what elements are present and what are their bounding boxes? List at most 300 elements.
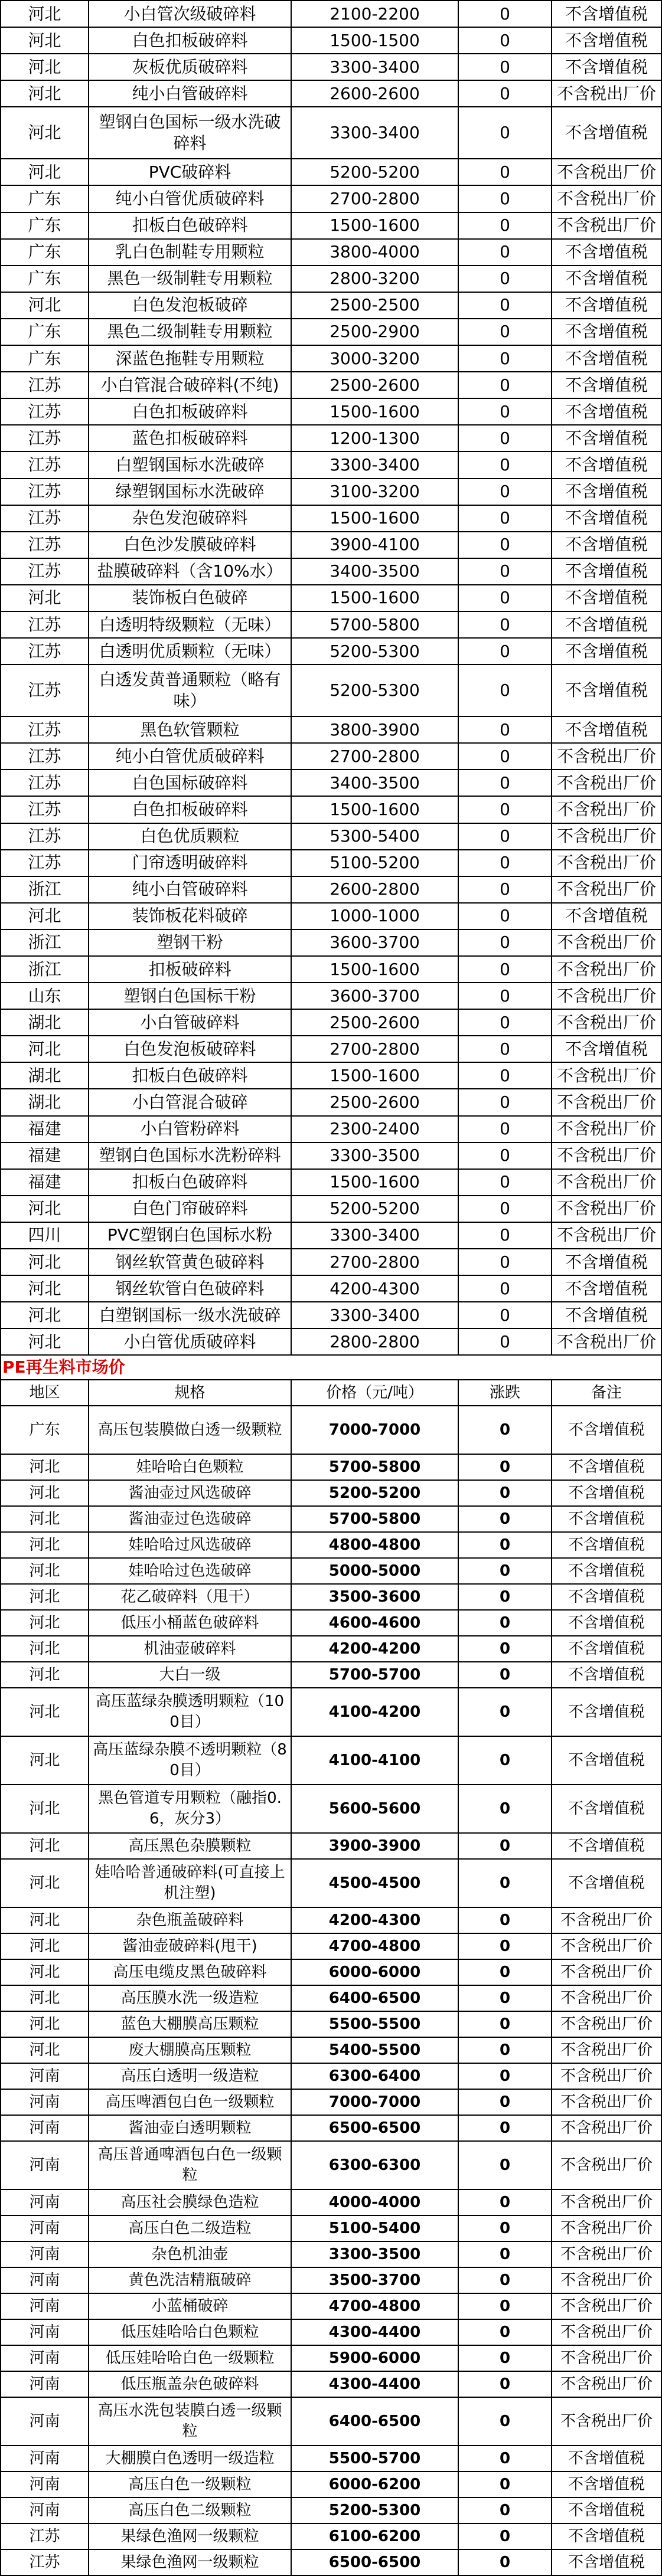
change-cell: 0 — [458, 1907, 552, 1933]
change-cell: 0 — [458, 2523, 552, 2549]
note-cell: 不含增值税 — [552, 372, 661, 398]
price-cell: 4100-4100 — [291, 1736, 458, 1785]
price-cell: 2600-2600 — [291, 80, 458, 107]
spec-cell: 高压白色二级造粒 — [89, 2215, 291, 2241]
spec-cell: 大棚膜白色透明一级造粒 — [89, 2446, 291, 2472]
spec-cell: 黑色软管颗粒 — [89, 716, 291, 743]
table-row — [1, 54, 661, 80]
region-cell: 江苏 — [1, 479, 89, 505]
table-row — [1, 505, 661, 532]
note-cell: 不含增值税 — [552, 425, 661, 451]
region-cell: 河南 — [1, 2371, 89, 2397]
region-cell: 江苏 — [1, 2523, 89, 2549]
region-cell: 河北 — [1, 1662, 89, 1688]
note-cell: 不含增值税 — [552, 27, 661, 54]
table-row — [1, 451, 661, 478]
spec-cell: 装饰板花料破碎 — [89, 903, 291, 929]
spec-cell: 塑钢白色国标一级水洗破碎料 — [89, 107, 291, 159]
spec-cell: 白色扣板破碎料 — [89, 27, 291, 54]
region-cell: 河北 — [1, 107, 89, 159]
note-cell: 不含增值税 — [552, 479, 661, 505]
table-row — [1, 2397, 661, 2446]
spec-cell: 娃哈哈白色颗粒 — [89, 1454, 291, 1480]
spec-cell: 娃哈哈过色选破碎 — [89, 1558, 291, 1584]
price-cell: 5100-5200 — [291, 850, 458, 876]
note-cell: 不含税出厂价 — [552, 929, 661, 956]
change-cell: 0 — [458, 2267, 552, 2293]
table-row — [1, 2267, 661, 2293]
region-cell: 江苏 — [1, 611, 89, 638]
region-cell: 河北 — [1, 1249, 89, 1275]
note-cell: 不含增值税 — [552, 1558, 661, 1584]
price-cell: 6500-6500 — [291, 2115, 458, 2141]
region-cell: 河南 — [1, 2063, 89, 2089]
table-row — [1, 1688, 661, 1736]
region-cell: 浙江 — [1, 876, 89, 903]
price-cell: 1500-1600 — [291, 796, 458, 823]
change-cell: 0 — [458, 1480, 552, 1506]
price-cell: 5200-5200 — [291, 1480, 458, 1506]
change-cell: 0 — [458, 479, 552, 505]
spec-cell: 高压黑色杂膜颗粒 — [89, 1833, 291, 1859]
table-row — [1, 2141, 661, 2189]
region-cell: 江苏 — [1, 638, 89, 665]
pvc-price-table-body — [1, 1, 661, 1355]
table-row — [1, 743, 661, 770]
table-row — [1, 1532, 661, 1558]
region-cell: 江苏 — [1, 398, 89, 425]
header-spec: 规格 — [89, 1380, 291, 1406]
table-row — [1, 1985, 661, 2011]
price-cell: 5700-5800 — [291, 1506, 458, 1532]
spec-cell: 大白一级 — [89, 1662, 291, 1688]
note-cell: 不含增值税 — [552, 1, 661, 27]
table-row — [1, 1662, 661, 1688]
region-cell: 河北 — [1, 1275, 89, 1302]
spec-cell: 白色发泡板破碎料 — [89, 1036, 291, 1062]
note-cell: 不含税出厂价 — [552, 956, 661, 983]
region-cell: 河北 — [1, 80, 89, 107]
price-cell: 4200-4300 — [291, 1275, 458, 1302]
price-cell: 3300-3500 — [291, 2241, 458, 2267]
change-cell: 0 — [458, 743, 552, 770]
table-row — [1, 558, 661, 585]
price-cell: 3400-3500 — [291, 770, 458, 796]
change-cell: 0 — [458, 27, 552, 54]
spec-cell: 高压电缆皮黑色破碎料 — [89, 1959, 291, 1985]
region-cell: 河北 — [1, 2011, 89, 2037]
change-cell: 0 — [458, 1062, 552, 1089]
table-row — [1, 1036, 661, 1062]
table-row — [1, 2011, 661, 2037]
note-cell: 不含增值税 — [552, 319, 661, 345]
table-row — [1, 1222, 661, 1249]
price-cell: 5500-5500 — [291, 2011, 458, 2037]
note-cell: 不含税出厂价 — [552, 2345, 661, 2371]
price-cell: 1000-1000 — [291, 903, 458, 929]
region-cell: 河北 — [1, 1636, 89, 1662]
spec-cell: 白色扣板破碎料 — [89, 796, 291, 823]
table-row — [1, 1959, 661, 1985]
price-cell: 5600-5600 — [291, 1785, 458, 1833]
table-row — [1, 2215, 661, 2241]
region-cell: 河北 — [1, 1610, 89, 1636]
region-cell: 河北 — [1, 1736, 89, 1785]
table-row — [1, 2472, 661, 2498]
note-cell: 不含税出厂价 — [552, 2397, 661, 2446]
table-row — [1, 159, 661, 185]
table-row — [1, 1275, 661, 1302]
table-row — [1, 1089, 661, 1115]
table-row — [1, 1859, 661, 1907]
region-cell: 河北 — [1, 585, 89, 611]
region-cell: 江苏 — [1, 451, 89, 478]
change-cell: 0 — [458, 1275, 552, 1302]
region-cell: 河南 — [1, 2189, 89, 2215]
note-cell: 不含增值税 — [552, 1275, 661, 1302]
price-cell: 5400-5500 — [291, 2037, 458, 2063]
note-cell: 不含增值税 — [552, 1688, 661, 1736]
spec-cell: 白色发泡板破碎 — [89, 292, 291, 319]
note-cell: 不含增值税 — [552, 2446, 661, 2472]
table-row — [1, 585, 661, 611]
spec-cell: 乳白色制鞋专用颗粒 — [89, 239, 291, 266]
note-cell: 不含增值税 — [552, 398, 661, 425]
note-cell: 不含税出厂价 — [552, 876, 661, 903]
table-row — [1, 2089, 661, 2115]
price-cell: 2100-2200 — [291, 1, 458, 27]
spec-cell: 娃哈哈过风选破碎 — [89, 1532, 291, 1558]
price-cell: 5200-5200 — [291, 159, 458, 185]
change-cell: 0 — [458, 1089, 552, 1115]
price-cell: 3800-4000 — [291, 239, 458, 266]
region-cell: 河北 — [1, 159, 89, 185]
region-cell: 河北 — [1, 1454, 89, 1480]
note-cell: 不含税出厂价 — [552, 1328, 661, 1355]
change-cell: 0 — [458, 159, 552, 185]
note-cell: 不含税出厂价 — [552, 1062, 661, 1089]
table-row — [1, 2498, 661, 2523]
spec-cell: 蓝色大棚膜高压颗粒 — [89, 2011, 291, 2037]
price-cell: 1500-1600 — [291, 1169, 458, 1196]
spec-cell: 低压小桶蓝色破碎料 — [89, 1610, 291, 1636]
spec-cell: 机油壶破碎料 — [89, 1636, 291, 1662]
note-cell: 不含增值税 — [552, 1859, 661, 1907]
spec-cell: 白色扣板破碎料 — [89, 398, 291, 425]
region-cell: 河南 — [1, 2446, 89, 2472]
spec-cell: 纯小白管破碎料 — [89, 80, 291, 107]
spec-cell: 纯小白管破碎料 — [89, 876, 291, 903]
price-cell: 1500-1600 — [291, 398, 458, 425]
spec-cell: 高压白透明一级造粒 — [89, 2063, 291, 2089]
price-cell: 2300-2400 — [291, 1116, 458, 1143]
region-cell: 江苏 — [1, 425, 89, 451]
table-row — [1, 1302, 661, 1328]
price-cell: 5200-5300 — [291, 638, 458, 665]
change-cell: 0 — [458, 292, 552, 319]
change-cell: 0 — [458, 1169, 552, 1196]
pe-table-header-row — [1, 1380, 661, 1406]
note-cell: 不含增值税 — [552, 239, 661, 266]
note-cell: 不含增值税 — [552, 266, 661, 292]
change-cell: 0 — [458, 2189, 552, 2215]
note-cell: 不含税出厂价 — [552, 1169, 661, 1196]
header-change: 涨跌 — [458, 1380, 552, 1406]
table-row — [1, 1249, 661, 1275]
spec-cell: 纯小白管优质破碎料 — [89, 185, 291, 212]
note-cell: 不含增值税 — [552, 505, 661, 532]
spec-cell: 纯小白管优质破碎料 — [89, 743, 291, 770]
table-row — [1, 239, 661, 266]
table-row — [1, 876, 661, 903]
change-cell: 0 — [458, 956, 552, 983]
change-cell: 0 — [458, 451, 552, 478]
change-cell: 0 — [458, 1532, 552, 1558]
table-row — [1, 2549, 661, 2575]
note-cell: 不含增值税 — [552, 1454, 661, 1480]
change-cell: 0 — [458, 2371, 552, 2397]
spec-cell: 小白管粉碎料 — [89, 1116, 291, 1143]
change-cell: 0 — [458, 2215, 552, 2241]
price-cell: 6300-6300 — [291, 2141, 458, 2189]
note-cell: 不含税出厂价 — [552, 743, 661, 770]
price-cell: 5200-5300 — [291, 665, 458, 716]
price-cell: 5700-5800 — [291, 611, 458, 638]
spec-cell: 杂色瓶盖破碎料 — [89, 1907, 291, 1933]
price-cell: 6500-6500 — [291, 2549, 458, 2575]
region-cell: 河南 — [1, 2215, 89, 2241]
spec-cell: 蓝色扣板破碎料 — [89, 425, 291, 451]
table-row — [1, 1062, 661, 1089]
note-cell: 不含增值税 — [552, 1785, 661, 1833]
region-cell: 浙江 — [1, 929, 89, 956]
spec-cell: 酱油壶破碎料(甩干) — [89, 1933, 291, 1959]
change-cell: 0 — [458, 716, 552, 743]
price-cell: 2500-2600 — [291, 1089, 458, 1115]
region-cell: 河南 — [1, 2089, 89, 2115]
price-cell: 3300-3500 — [291, 1143, 458, 1169]
price-cell: 5500-5700 — [291, 2446, 458, 2472]
region-cell: 河北 — [1, 1480, 89, 1506]
region-cell: 江苏 — [1, 823, 89, 850]
price-cell: 3300-3400 — [291, 1222, 458, 1249]
region-cell: 广东 — [1, 1406, 89, 1454]
note-cell: 不含税出厂价 — [552, 2141, 661, 2189]
spec-cell: 小白管混合破碎 — [89, 1089, 291, 1115]
note-cell: 不含增值税 — [552, 665, 661, 716]
region-cell: 河南 — [1, 2498, 89, 2523]
change-cell: 0 — [458, 80, 552, 107]
header-note: 备注 — [552, 1380, 661, 1406]
table-row — [1, 479, 661, 505]
region-cell: 河北 — [1, 1036, 89, 1062]
table-row — [1, 2189, 661, 2215]
spec-cell: 黑色管道专用颗粒（融指0.6，灰分3） — [89, 1785, 291, 1833]
change-cell: 0 — [458, 1833, 552, 1859]
note-cell: 不含税出厂价 — [552, 2267, 661, 2293]
price-cell: 3300-3400 — [291, 451, 458, 478]
price-cell: 2700-2800 — [291, 1249, 458, 1275]
note-cell: 不含增值税 — [552, 1736, 661, 1785]
table-row — [1, 2523, 661, 2549]
spec-cell: 低压娃哈哈白色一级颗粒 — [89, 2345, 291, 2371]
change-cell: 0 — [458, 2319, 552, 2345]
note-cell: 不含税出厂价 — [552, 796, 661, 823]
change-cell: 0 — [458, 2446, 552, 2472]
spec-cell: 白透明特级颗粒（无味） — [89, 611, 291, 638]
note-cell: 不含增值税 — [552, 558, 661, 585]
price-cell: 4100-4200 — [291, 1688, 458, 1736]
region-cell: 河北 — [1, 1833, 89, 1859]
note-cell: 不含税出厂价 — [552, 823, 661, 850]
note-cell: 不含增值税 — [552, 585, 661, 611]
spec-cell: 黄色洗洁精瓶破碎 — [89, 2267, 291, 2293]
price-cell: 3300-3400 — [291, 107, 458, 159]
note-cell: 不含增值税 — [552, 638, 661, 665]
table-row — [1, 796, 661, 823]
change-cell: 0 — [458, 239, 552, 266]
price-cell: 4200-4200 — [291, 1636, 458, 1662]
spec-cell: 灰板优质破碎料 — [89, 54, 291, 80]
spec-cell: 高压蓝绿杂膜不透明颗粒（80目） — [89, 1736, 291, 1785]
price-cell: 2500-2500 — [291, 292, 458, 319]
change-cell: 0 — [458, 1116, 552, 1143]
region-cell: 河北 — [1, 1933, 89, 1959]
change-cell: 0 — [458, 212, 552, 239]
note-cell: 不含税出厂价 — [552, 983, 661, 1009]
change-cell: 0 — [458, 532, 552, 558]
table-row — [1, 27, 661, 54]
spec-cell: 高压普通啤酒包白色一级颗粒 — [89, 2141, 291, 2189]
table-row — [1, 665, 661, 716]
spec-cell: 黑色二级制鞋专用颗粒 — [89, 319, 291, 345]
pe-section-title: PE再生料市场价 — [0, 1356, 662, 1379]
price-cell: 6300-6400 — [291, 2063, 458, 2089]
note-cell: 不含增值税 — [552, 2472, 661, 2498]
spec-cell: 塑钢白色国标水洗粉碎料 — [89, 1143, 291, 1169]
table-row — [1, 1907, 661, 1933]
price-cell: 1500-1600 — [291, 1062, 458, 1089]
spec-cell: 果绿色渔网一级颗粒 — [89, 2523, 291, 2549]
note-cell: 不含税出厂价 — [552, 1933, 661, 1959]
region-cell: 河南 — [1, 2141, 89, 2189]
price-cell: 6400-6500 — [291, 2397, 458, 2446]
price-cell: 1500-1600 — [291, 505, 458, 532]
change-cell: 0 — [458, 1558, 552, 1584]
spec-cell: 塑钢白色国标干粉 — [89, 983, 291, 1009]
change-cell: 0 — [458, 319, 552, 345]
table-row — [1, 850, 661, 876]
region-cell: 河北 — [1, 2037, 89, 2063]
change-cell: 0 — [458, 2293, 552, 2319]
table-row — [1, 1454, 661, 1480]
note-cell: 不含增值税 — [552, 1636, 661, 1662]
change-cell: 0 — [458, 903, 552, 929]
note-cell: 不含税出厂价 — [552, 2115, 661, 2141]
table-row — [1, 983, 661, 1009]
region-cell: 河北 — [1, 1302, 89, 1328]
note-cell: 不含增值税 — [552, 611, 661, 638]
note-cell: 不含增值税 — [552, 1302, 661, 1328]
region-cell: 河北 — [1, 1558, 89, 1584]
price-cell: 3300-3400 — [291, 1302, 458, 1328]
spec-cell: 杂色机油壶 — [89, 2241, 291, 2267]
note-cell: 不含税出厂价 — [552, 1985, 661, 2011]
price-cell: 2700-2800 — [291, 743, 458, 770]
region-cell: 湖北 — [1, 1062, 89, 1089]
price-cell: 2700-2800 — [291, 185, 458, 212]
price-cell: 4000-4000 — [291, 2189, 458, 2215]
region-cell: 广东 — [1, 266, 89, 292]
change-cell: 0 — [458, 558, 552, 585]
change-cell: 0 — [458, 266, 552, 292]
spec-cell: 扣板白色破碎料 — [89, 1062, 291, 1089]
table-row — [1, 1406, 661, 1454]
note-cell: 不含税出厂价 — [552, 185, 661, 212]
table-row — [1, 2115, 661, 2141]
table-row — [1, 532, 661, 558]
spec-cell: 装饰板白色破碎 — [89, 585, 291, 611]
spec-cell: 酱油壶过色选破碎 — [89, 1506, 291, 1532]
table-row — [1, 638, 661, 665]
note-cell: 不含税出厂价 — [552, 2293, 661, 2319]
table-row — [1, 1636, 661, 1662]
change-cell: 0 — [458, 54, 552, 80]
note-cell: 不含税出厂价 — [552, 1959, 661, 1985]
table-row — [1, 2345, 661, 2371]
change-cell: 0 — [458, 1736, 552, 1785]
spec-cell: 杂色发泡破碎料 — [89, 505, 291, 532]
price-cell: 1200-1300 — [291, 425, 458, 451]
table-row — [1, 2063, 661, 2089]
region-cell: 河南 — [1, 2115, 89, 2141]
change-cell: 0 — [458, 823, 552, 850]
region-cell: 河南 — [1, 2267, 89, 2293]
table-row — [1, 345, 661, 372]
spec-cell: 小蓝桶破碎 — [89, 2293, 291, 2319]
table-row — [1, 425, 661, 451]
change-cell: 0 — [458, 1933, 552, 1959]
spec-cell: 高压白色二级颗粒 — [89, 2498, 291, 2523]
spec-cell: 低压瓶盖杂色破碎料 — [89, 2371, 291, 2397]
region-cell: 江苏 — [1, 372, 89, 398]
table-row — [1, 716, 661, 743]
region-cell: 福建 — [1, 1116, 89, 1143]
price-cell: 3600-3700 — [291, 983, 458, 1009]
note-cell: 不含增值税 — [552, 1532, 661, 1558]
change-cell: 0 — [458, 1688, 552, 1736]
change-cell: 0 — [458, 585, 552, 611]
price-cell: 7000-7000 — [291, 2089, 458, 2115]
table-row — [1, 956, 661, 983]
change-cell: 0 — [458, 1036, 552, 1062]
region-cell: 广东 — [1, 212, 89, 239]
spec-cell: 高压啤酒包白色一级颗粒 — [89, 2089, 291, 2115]
price-cell: 4500-4500 — [291, 1859, 458, 1907]
change-cell: 0 — [458, 876, 552, 903]
change-cell: 0 — [458, 1196, 552, 1222]
price-cell: 3800-3900 — [291, 716, 458, 743]
price-cell: 5000-5000 — [291, 1558, 458, 1584]
change-cell: 0 — [458, 1406, 552, 1454]
spec-cell: 小白管优质破碎料 — [89, 1328, 291, 1355]
note-cell: 不含税出厂价 — [552, 2089, 661, 2115]
price-cell: 1500-1600 — [291, 585, 458, 611]
price-cell: 6000-6200 — [291, 2472, 458, 2498]
table-row — [1, 80, 661, 107]
table-row — [1, 185, 661, 212]
table-row — [1, 1506, 661, 1532]
